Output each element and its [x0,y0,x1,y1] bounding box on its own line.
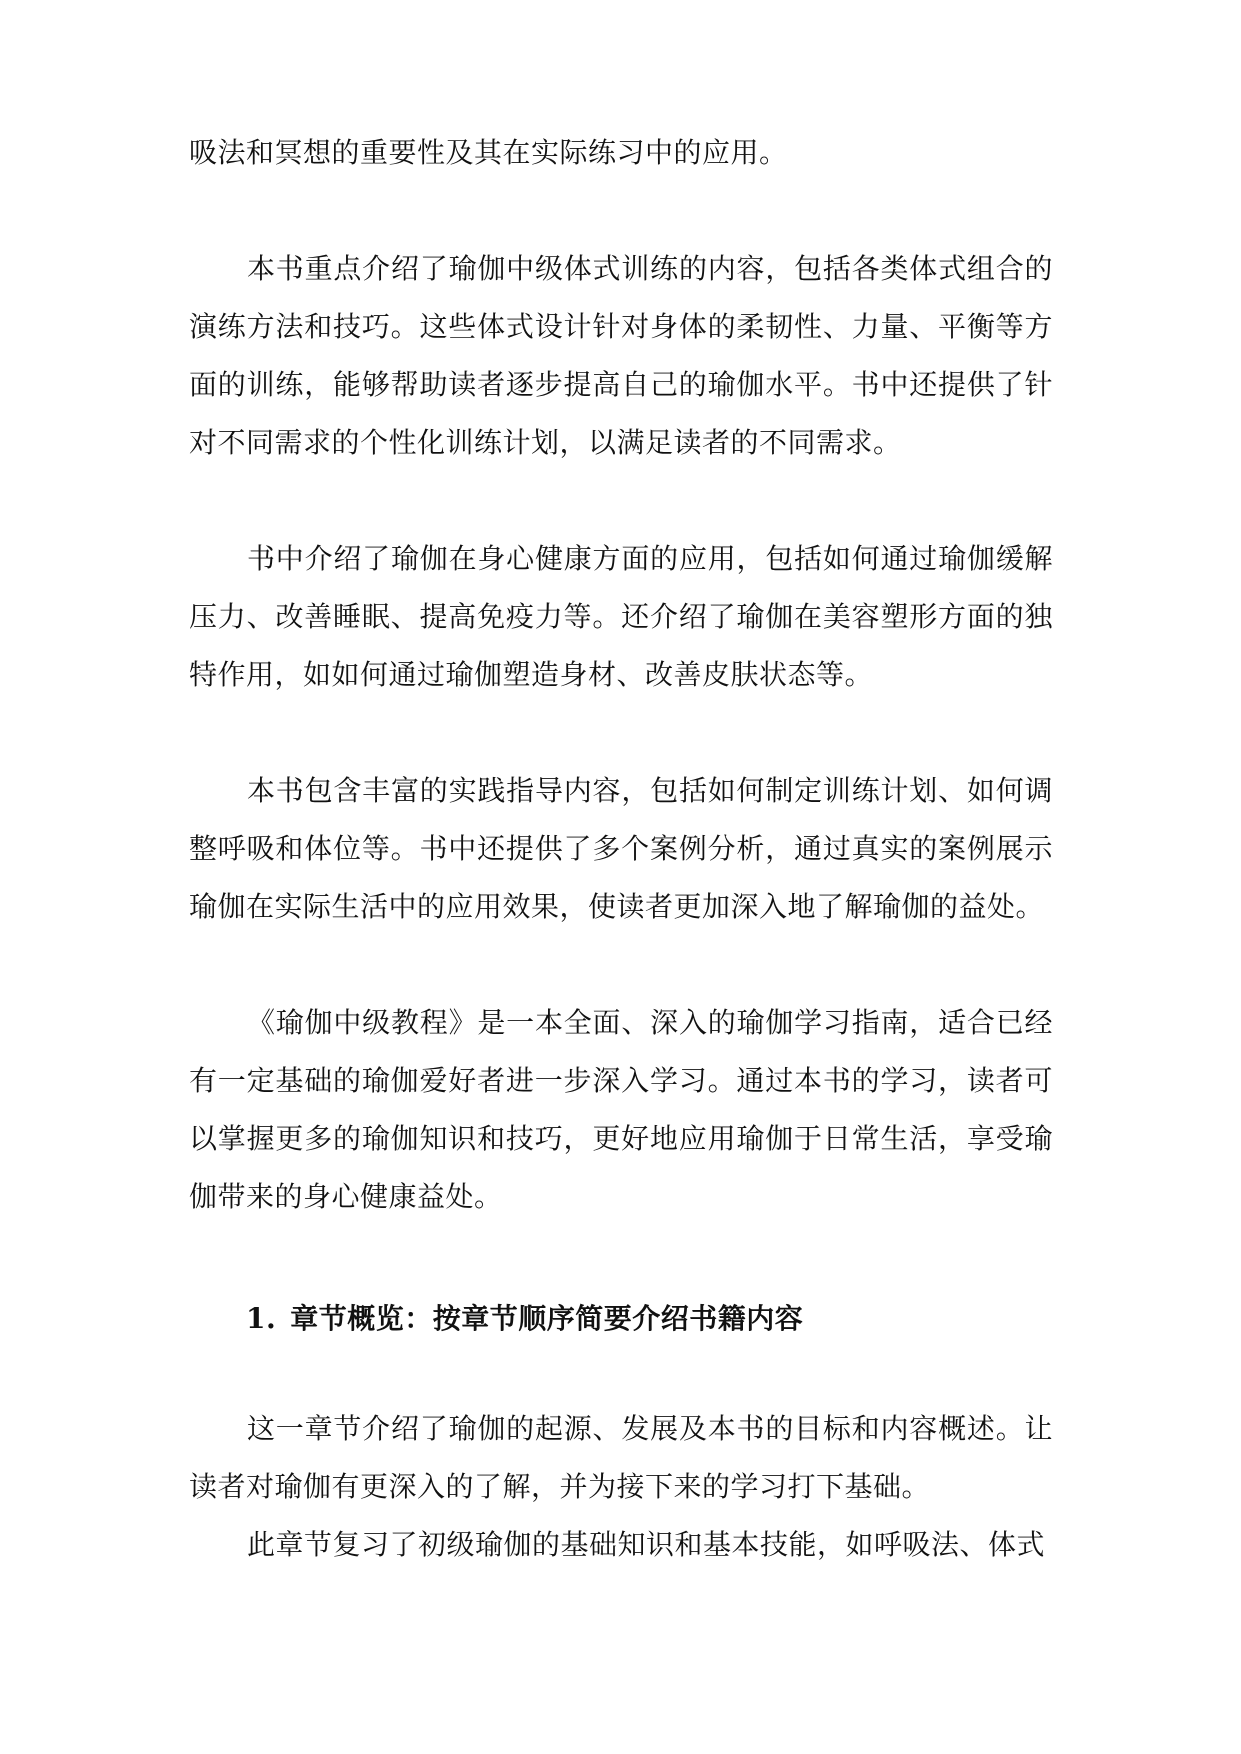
paragraph-continuation: 吸法和冥想的重要性及其在实际练习中的应用。 [189,136,788,169]
section-number: 1. [246,1302,277,1335]
section-title: 章节概览：按章节顺序简要介绍书籍内容 [290,1302,804,1335]
paragraph-chapter-origin: 这一章节介绍了瑜伽的起源、发展及本书的目标和内容概述。让读者对瑜伽有更深入的了解，并为接下来的学习打下基础。 [189,1412,1053,1503]
paragraph-intermediate-poses: 本书重点介绍了瑜伽中级体式训练的内容，包括各类体式组合的演练方法和技巧。这些体式设计针对身体的柔韧性、力量、平衡等方面的训练，能够帮助读者逐步提高自己的瑜伽水平。书中还提供了针对不同需求的个性化训练计划，以满足读者的不同需求。 [189,252,1053,459]
paragraph-practice-guidance: 本书包含丰富的实践指导内容，包括如何制定训练计划、如何调整呼吸和体位等。书中还提供了多个案例分析，通过真实的案例展示瑜伽在实际生活中的应用效果，使读者更加深入地了解瑜伽的益处。 [189,774,1053,923]
paragraph-health-applications: 书中介绍了瑜伽在身心健康方面的应用，包括如何通过瑜伽缓解压力、改善睡眠、提高免疫力等。还介绍了瑜伽在美容塑形方面的独特作用，如如何通过瑜伽塑造身材、改善皮肤状态等。 [189,542,1053,691]
section-heading [246,1290,803,1348]
paragraph-book-summary: 《瑜伽中级教程》是一本全面、深入的瑜伽学习指南，适合已经有一定基础的瑜伽爱好者进一步深入学习。通过本书的学习，读者可以掌握更多的瑜伽知识和技巧，更好地应用瑜伽于日常生活，享受瑜伽带来的身心健康益处。 [189,1006,1053,1213]
paragraph-chapter-review: 此章节复习了初级瑜伽的基础知识和基本技能，如呼吸法、体式 [247,1528,1046,1561]
